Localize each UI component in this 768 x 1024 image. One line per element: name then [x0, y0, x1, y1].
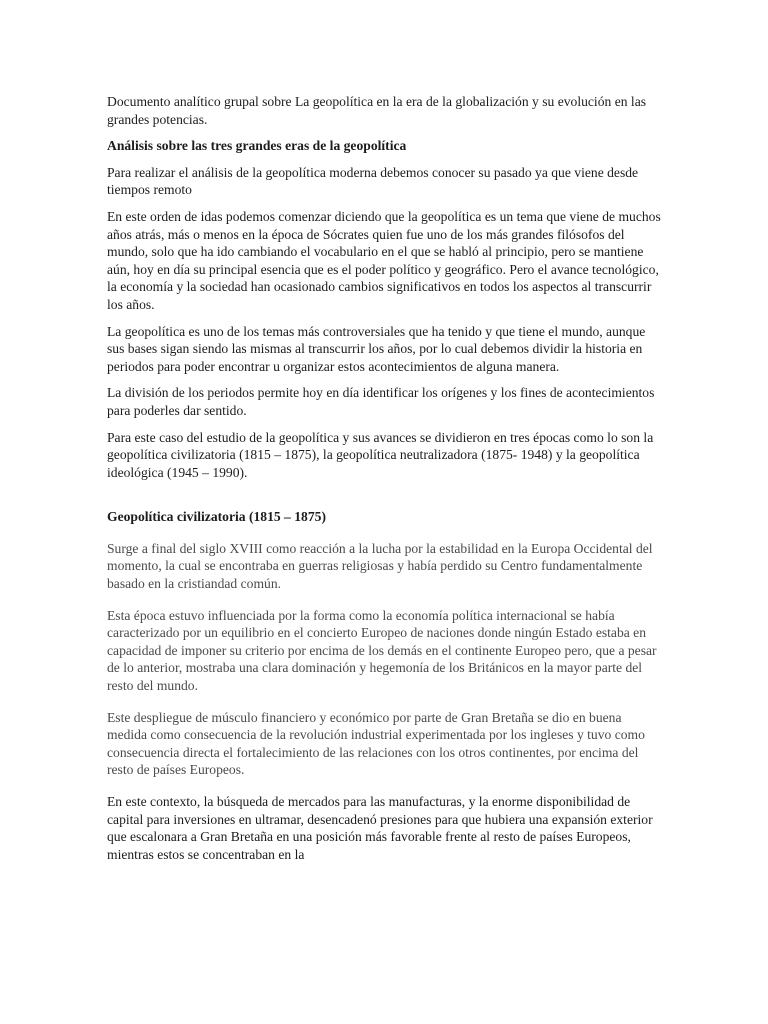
- paragraph-4: La división de los periodos permite hoy en día identificar los orígenes y los fines de acontecimientos para poderles dar sentido.: [107, 385, 655, 418]
- paragraph-9: En este contexto, la búsqueda de mercados para las manufacturas, y la enorme disponibilidad de capital para inversiones en ultramar, desencadenó presiones para que hubiera una expansión exterior que escalonara a Gran Bretaña en una posición más favorable frente al resto de países Europeos, mientras estos se concentraban en la: [107, 794, 653, 862]
- paragraph-2: En este orden de idas podemos comenzar diciendo que la geopolítica es un tema que viene de muchos años atrás, más o menos en la época de Sócrates quien fue uno de los más grandes filósofos del mundo, solo que ha ido cambiando el vocabulario en el que se habló al principio, pero se mantiene aún, hoy en día su principal esencia que es el poder político y geográfico. Pero el avance tecnológico, la economía y la sociedad han ocasionado cambios significativos en todos los aspectos al transcurrir los años.: [107, 208, 661, 312]
- section-heading-civilizatoria: Geopolítica civilizatoria (1815 – 1875): [107, 509, 326, 525]
- paragraph-3: La geopolítica es uno de los temas más controversiales que ha tenido y que tiene el mundo, aunque sus bases sigan siendo las mismas al transcurrir los años, por lo cual debemos dividir la historia en periodos para poder encontrar u organizar estos acontecimientos de alguna manera.: [107, 323, 646, 374]
- document-body: [107, 93, 663, 863]
- paragraph-6: Surge a final del siglo XVIII como reacción a la lucha por la estabilidad en la Europa Occidental del momento, la cual se encontraba en guerras religiosas y había perdido su Centro fundamentalmente basado en la cristiandad común.: [107, 540, 653, 592]
- intro-paragraph: Documento analítico grupal sobre La geopolítica en la era de la globalización y su evolución en las grandes potencias.: [107, 94, 647, 127]
- paragraph-8: Este despliegue de músculo financiero y económico por parte de Gran Bretaña se dio en buena medida como consecuencia de la revolución industrial experimentada por los ingleses y tuvo como consecuencia directa el fortalecimiento de las relaciones con los otros continentes, por encima del resto de países Europeos.: [107, 709, 645, 778]
- paragraph-1: Para realizar el análisis de la geopolítica moderna debemos conocer su pasado ya que viene desde tiempos remoto: [107, 164, 639, 198]
- paragraph-7: Esta época estuvo influenciada por la forma como la economía política internacional se había caracterizado por un equilibrio en el concierto Europeo de naciones donde ningún Estado estaba en capacidad de imponer su criterio por encima de los demás en el continente Europeo pero, que a pesar de lo anterior, mostraba una clara dominación y hegemonía de los Británicos en la mayor parte del resto del mundo.: [107, 607, 657, 694]
- paragraph-5: Para este caso del estudio de la geopolítica y sus avances se dividieron en tres épocas como lo son la geopolítica civilizatoria (1815 – 1875), la geopolítica neutralizadora (1875- 1948) y la geopolítica ideológica (1945 – 1990).: [107, 429, 654, 480]
- section-heading-eras: Análisis sobre las tres grandes eras de la geopolítica: [107, 138, 407, 154]
